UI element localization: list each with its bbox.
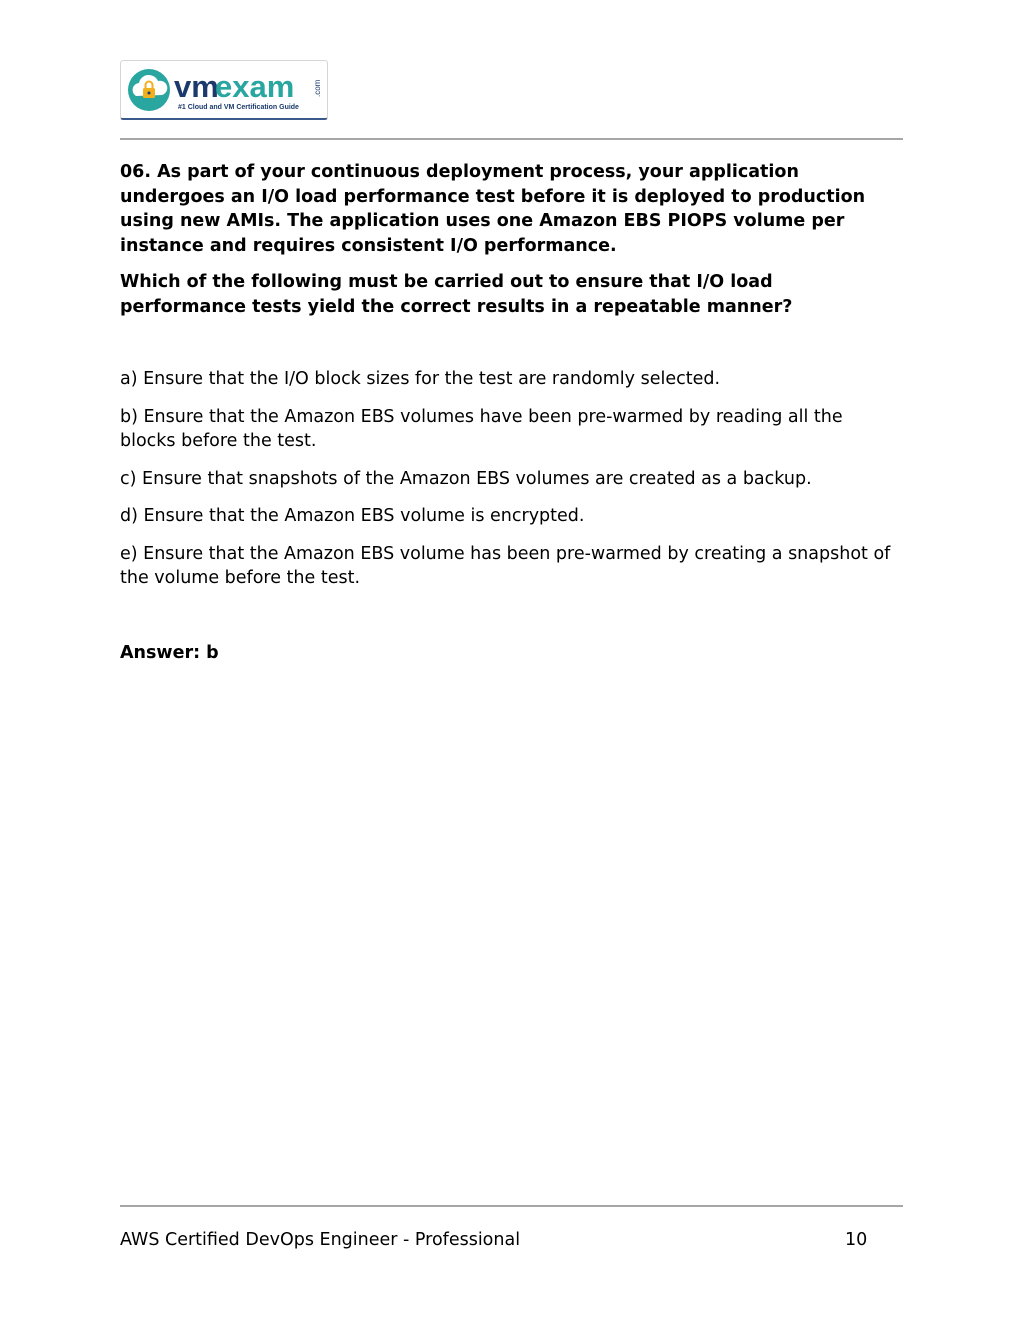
cloud-lock-icon (128, 69, 170, 111)
header-divider (120, 138, 903, 140)
brand-exam: exam (215, 69, 295, 104)
vmexam-logo (120, 60, 328, 120)
option-c: c) Ensure that snapshots of the Amazon EBS volumes are created as a backup. (120, 468, 812, 489)
logo-tagline: #1 Cloud and VM Certification Guide (178, 104, 299, 111)
brand-vm: vm (174, 69, 219, 104)
footer-divider (120, 1205, 903, 1207)
option-a: a) Ensure that the I/O block sizes for the test are randomly selected. (120, 369, 721, 389)
page-number: 10 (845, 1230, 868, 1250)
brand-com: .com (313, 79, 322, 97)
question-content (120, 160, 903, 665)
option-b: b) Ensure that the Amazon EBS volumes have been pre-warmed by reading all the blocks before the test. (120, 406, 843, 451)
answer-text: Answer: b (120, 642, 219, 663)
question-text: 06. As part of your continuous deployment process, your application undergoes an I/O load performance test before it is deployed to production using new AMIs. The application uses one Amazon EBS PIOPS volume per instance and requires consistent I/O performance. (120, 162, 866, 256)
footer-title: AWS Certified DevOps Engineer - Professional (120, 1230, 521, 1250)
answer-options (120, 367, 903, 591)
option-e: e) Ensure that the Amazon EBS volume has been pre-warmed by creating a snapshot of the volume before the test. (120, 543, 891, 588)
option-d: d) Ensure that the Amazon EBS volume is encrypted. (120, 506, 585, 526)
vmexam-logo-graphic (121, 61, 327, 118)
question-prompt: Which of the following must be carried out to ensure that I/O load performance tests yield the correct results in a repeatable manner? (120, 272, 793, 317)
